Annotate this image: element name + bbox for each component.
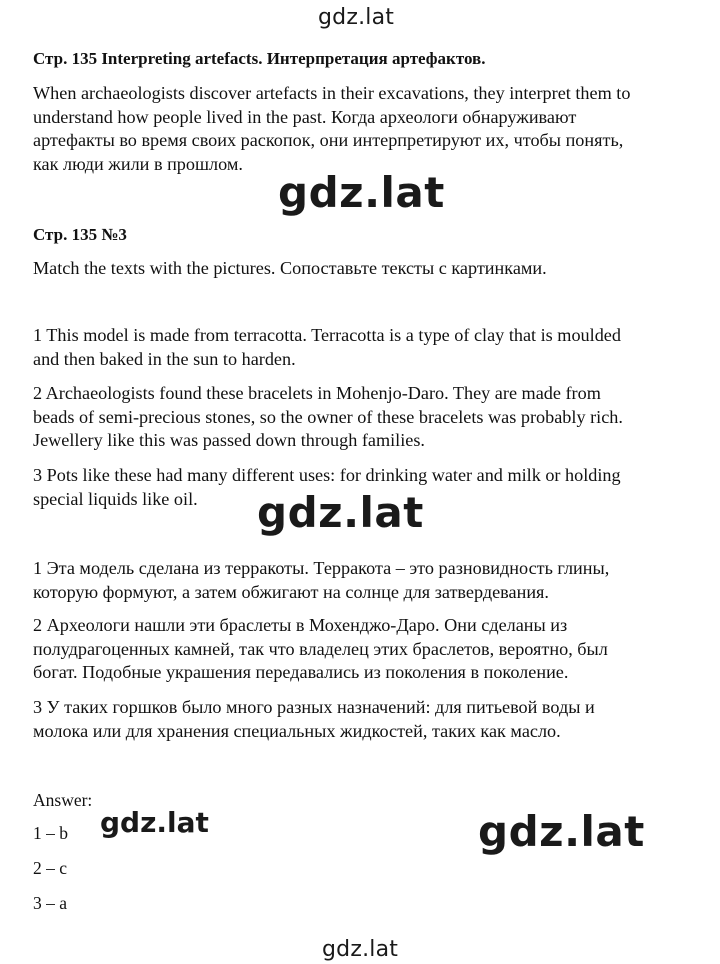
answer-item: 3 – a [33,893,68,913]
text-line: молока или для хранения специальных жидкостей, таких как масло. [33,720,561,741]
watermark-bottom: gdz.lat [322,937,399,962]
watermark-lower-right: gdz.lat [478,807,645,856]
english-text-3 [33,464,621,511]
answer-label: Answer: [33,790,93,810]
text-line: beads of semi-precious stones, so the owner of these bracelets was probably rich. [33,406,623,427]
text-line: understand how people lived in the past. Когда археологи обнаруживают [33,106,577,127]
watermark-top: gdz.lat [318,5,395,30]
text-line: 1 This model is made from terracotta. Terracotta is a type of clay that is moulded [33,325,621,345]
watermark-middle: gdz.lat [257,488,424,537]
english-text-1 [33,324,621,371]
watermark-upper-middle: gdz.lat [278,168,445,217]
english-text-2 [33,382,623,453]
exercise-instruction: Match the texts with the pictures. Сопоставьте тексты с картинками. [33,258,547,278]
section-heading-interpreting-artefacts: Стр. 135 Interpreting artefacts. Интерпретация артефактов. [33,49,486,68]
text-line: 2 Археологи нашли эти браслеты в Мохенджо-Даро. Они сделаны из [33,615,568,635]
text-line: 3 У таких горшков было много разных назначений: для питьевой воды и [33,697,595,717]
watermark-lower-left: gdz.lat [100,806,209,839]
section-heading-exercise-3: Стр. 135 №3 [33,225,127,244]
text-line: When archaeologists discover artefacts in their excavations, they interpret them to [33,83,631,103]
text-line: special liquids like oil. [33,488,198,509]
text-line: богат. Подобные украшения передавались из поколения в поколение. [33,662,569,682]
russian-text-1 [33,557,609,604]
text-line: Jewellery like this was passed down through families. [33,430,425,450]
russian-text-2 [33,614,608,685]
russian-text-3 [33,696,595,743]
answer-item: 2 – c [33,858,68,878]
text-line: 3 Pots like these had many different uses: for drinking water and milk or holding [33,465,621,485]
text-line: 2 Archaeologists found these bracelets in Mohenjo-Daro. They are made from [33,383,601,403]
text-line: and then baked in the sun to harden. [33,348,296,369]
text-line: которую формуют, а затем обжигают на солнце для затвердевания. [33,581,549,602]
answer-item: 1 – b [33,823,68,843]
text-line: 1 Эта модель сделана из терракоты. Терракота – это разновидность глины, [33,558,610,578]
intro-paragraph [33,82,630,176]
text-line: как люди жили в прошлом. [33,153,243,174]
text-line: артефакты во время своих раскопок, они интерпретируют их, чтобы понять, [33,130,624,150]
text-line: полудрагоценных камней, так что владелец этих браслетов, вероятно, был [33,638,608,659]
